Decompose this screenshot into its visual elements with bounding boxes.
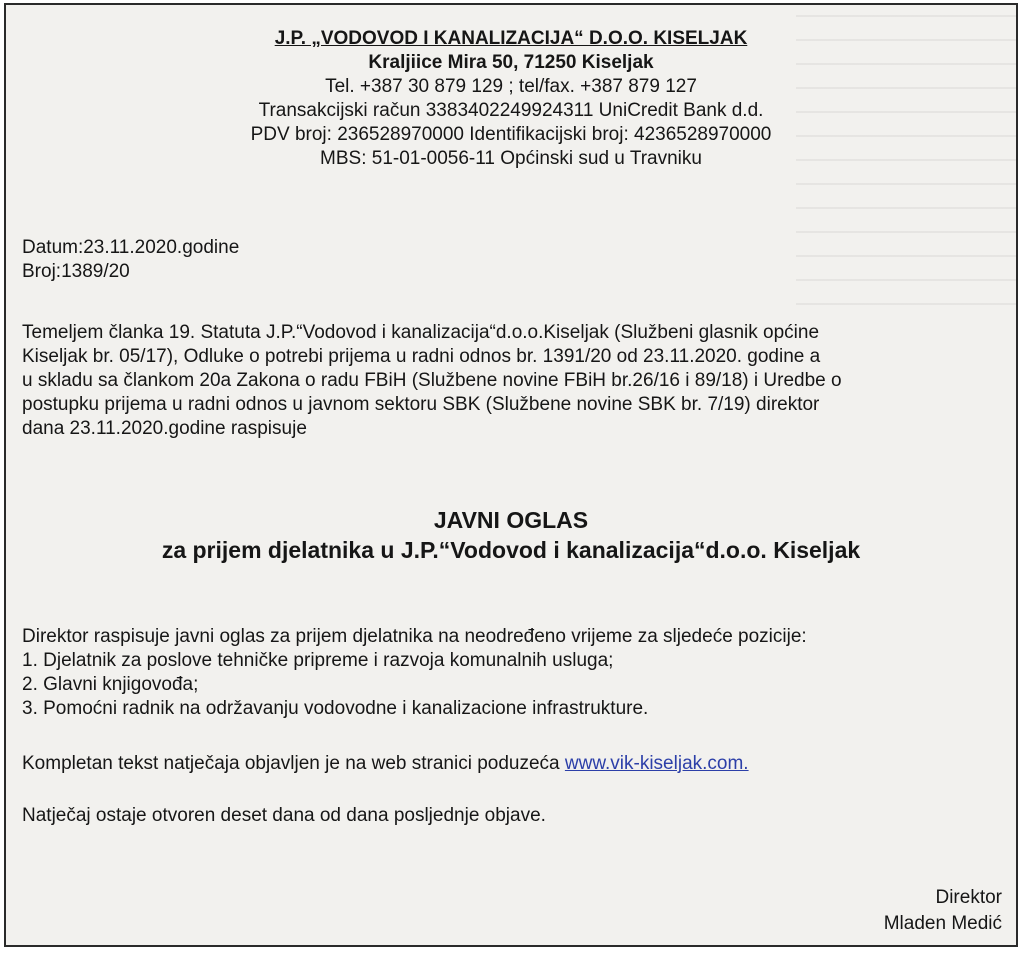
website-link[interactable]: www.vik-kiseljak.com.	[564, 753, 749, 774]
intro-paragraph	[22, 321, 1000, 441]
advertisement-frame	[4, 3, 1018, 947]
positions-lead: Direktor raspisuje javni oglas za prijem djelatnika na neodređeno vrijeme za sljedeće pozicije:	[22, 626, 807, 647]
complete-text-line	[22, 752, 1000, 776]
company-name: J.P. „VODOVOD I KANALIZACIJA“ D.O.O. KISELJAK	[274, 28, 748, 49]
signature-role: Direktor	[935, 887, 1002, 908]
company-header	[6, 27, 1016, 171]
title-sub: za prijem djelatnika u J.P.“Vodovod i kanalizacija“d.o.o. Kiseljak	[161, 537, 861, 563]
complete-text-notice	[22, 752, 1000, 776]
intro-line: postupku prijema u radni odnos u javnom sektoru SBK (Službene novine SBK br. 7/19) direktor	[22, 394, 820, 415]
intro-line: Temeljem članka 19. Statuta J.P.“Vodovod i kanalizacija“d.o.o.Kiseljak (Službeni glasnik općine	[22, 322, 820, 343]
document-number: Broj:1389/20	[22, 261, 130, 282]
position-item: 3. Pomoćni radnik na održavanju vodovodne i kanalizacione infrastrukture.	[22, 698, 649, 719]
company-mbs: MBS: 51-01-0056-11 Općinski sud u Travniku	[320, 148, 702, 169]
position-item: 2. Glavni knjigovođa;	[22, 674, 199, 695]
company-bank-account: Transakcijski račun 3383402249924311 UniCredit Bank d.d.	[258, 100, 764, 121]
document-date: Datum:23.11.2020.godine	[22, 237, 240, 258]
intro-line: Kiseljak br. 05/17), Odluke o potrebi prijema u radni odnos br. 1391/20 od 23.11.2020. godine a	[22, 346, 821, 367]
intro-line: dana 23.11.2020.godine raspisuje	[22, 418, 307, 439]
title-main: JAVNI OGLAS	[433, 507, 589, 533]
signature-block	[884, 885, 1002, 937]
closing-text: Natječaj ostaje otvoren deset dana od dana posljednje objave.	[22, 805, 546, 826]
announcement-title	[6, 505, 1016, 565]
intro-line: u skladu sa člankom 20a Zakona o radu FBiH (Službene novine FBiH br.26/16 i 89/18) i Uredbe o	[22, 370, 842, 391]
company-address: Kraljiice Mira 50, 71250 Kiseljak	[368, 52, 654, 73]
signature-name: Mladen Medić	[883, 913, 1002, 934]
positions-list	[22, 625, 1000, 721]
company-phone: Tel. +387 30 879 129 ; tel/fax. +387 879 127	[325, 76, 697, 97]
document-meta	[22, 236, 1000, 284]
complete-text-before: Kompletan tekst natječaja objavljen je na web stranici poduzeća	[22, 753, 565, 774]
company-tax-ids: PDV broj: 236528970000 Identifikacijski broj: 4236528970000	[250, 124, 772, 145]
closing-notice	[22, 804, 1000, 828]
position-item: 1. Djelatnik za poslove tehničke pripreme i razvoja komunalnih usluga;	[22, 650, 614, 671]
